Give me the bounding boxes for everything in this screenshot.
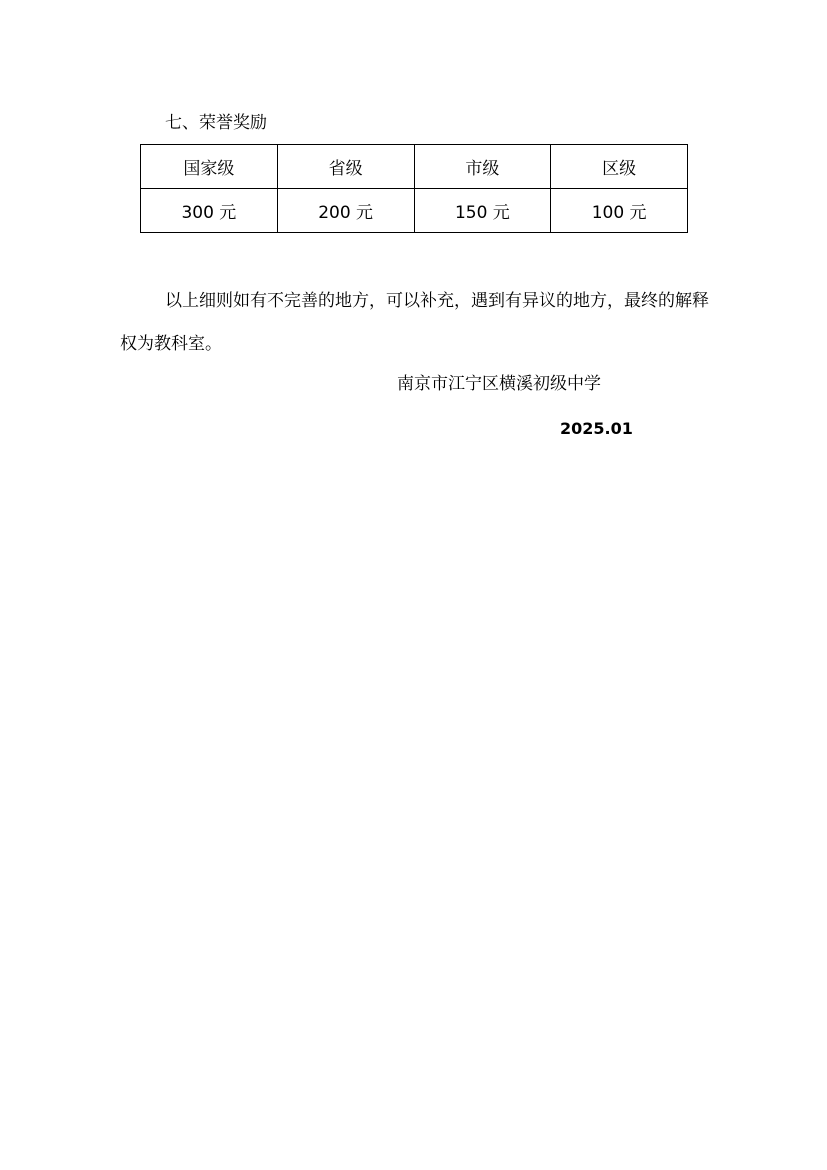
header-national: 国家级 — [141, 145, 278, 189]
section-heading: 七、荣誉奖励 — [165, 113, 267, 133]
signature: 南京市江宁区横溪初级中学 — [397, 374, 601, 394]
table-row — [141, 189, 688, 233]
value-provincial: 200 元 — [277, 189, 414, 233]
header-municipal: 市级 — [414, 145, 551, 189]
value-district: 100 元 — [551, 189, 688, 233]
value-national: 300 元 — [141, 189, 278, 233]
notes-paragraph: 以上细则如有不完善的地方，可以补充，遇到有异议的地方，最终的解释权为教科室。 — [120, 291, 709, 354]
awards-table — [140, 144, 688, 233]
header-district: 区级 — [551, 145, 688, 189]
table-header-row — [141, 145, 688, 189]
date: 2025.01 — [560, 419, 633, 438]
value-municipal: 150 元 — [414, 189, 551, 233]
header-provincial: 省级 — [277, 145, 414, 189]
